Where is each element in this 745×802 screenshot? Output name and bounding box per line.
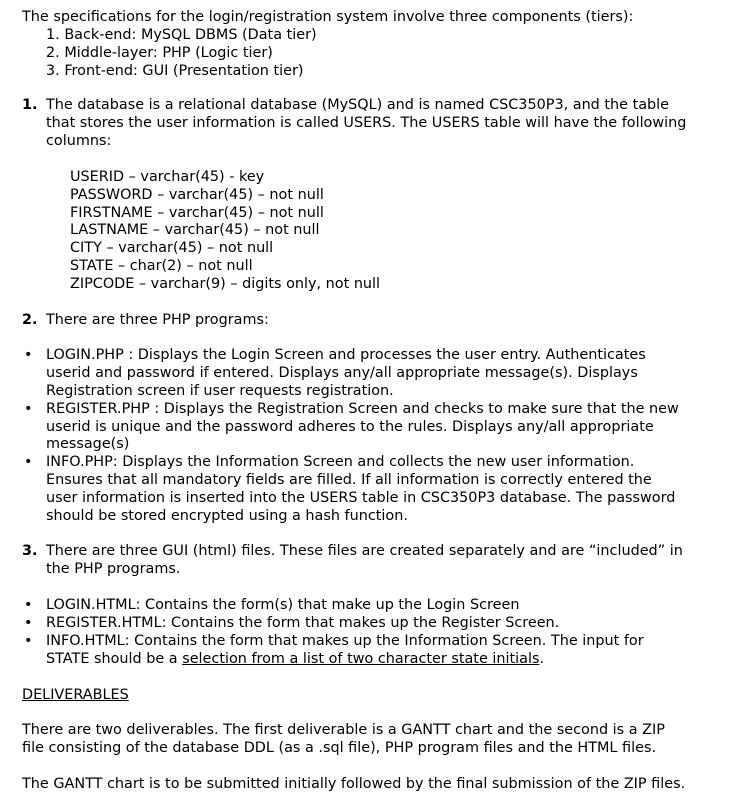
section-3-number: 3. bbox=[22, 543, 38, 559]
column-spec: FIRSTNAME – varchar(45) – not null bbox=[70, 205, 324, 221]
section-1-line: columns: bbox=[46, 133, 112, 149]
section-1-line: The database is a relational database (MySQL) and is named CSC350P3, and the table bbox=[46, 97, 670, 113]
bullet-glyph: • bbox=[24, 633, 33, 649]
bullet-glyph: • bbox=[24, 454, 33, 470]
column-spec: ZIPCODE – varchar(9) – digits only, not null bbox=[70, 276, 381, 292]
php-bullet-line: userid is unique and the password adheres to the rules. Displays any/all appropriate bbox=[46, 419, 654, 435]
tier-item: 1. Back-end: MySQL DBMS (Data tier) bbox=[46, 27, 317, 43]
section-2-text: There are three PHP programs: bbox=[46, 312, 269, 328]
php-bullet-line: REGISTER.PHP : Displays the Registration Screen and checks to make sure that the new bbox=[46, 401, 679, 417]
section-1-number: 1. bbox=[22, 97, 38, 113]
bullet-glyph: • bbox=[24, 347, 33, 363]
deliverables-paragraph-2: The GANTT chart is to be submitted initially followed by the final submission of the ZIP files. bbox=[22, 776, 686, 792]
column-spec: STATE – char(2) – not null bbox=[70, 258, 253, 274]
bullet-glyph: • bbox=[24, 615, 33, 631]
deliverables-heading: DELIVERABLES bbox=[22, 687, 129, 703]
php-bullet-line: INFO.PHP: Displays the Information Screen and collects the new user information. bbox=[46, 454, 635, 470]
tier-item: 2. Middle-layer: PHP (Logic tier) bbox=[46, 45, 273, 61]
section-2-number: 2. bbox=[22, 312, 38, 328]
deliverables-paragraph-line: file consisting of the database DDL (as a .sql file), PHP program files and the HTML files. bbox=[22, 740, 657, 756]
php-bullet-line: userid and password if entered. Displays any/all appropriate message(s). Displays bbox=[46, 365, 638, 381]
php-bullet-line: should be stored encrypted using a hash function. bbox=[46, 508, 408, 524]
deliverables-paragraph-line: There are two deliverables. The first deliverable is a GANTT chart and the second is a ZIP bbox=[22, 722, 665, 738]
php-bullet-line: Registration screen if user requests registration. bbox=[46, 383, 394, 399]
bullet-glyph: • bbox=[24, 401, 33, 417]
state-selection-note: selection from a list of two character state initials bbox=[182, 651, 540, 667]
html-bullet-line: REGISTER.HTML: Contains the form that makes up the Register Screen. bbox=[46, 615, 560, 631]
html-bullet-line: STATE should be a selection from a list of two character state initials. bbox=[46, 651, 545, 667]
column-spec: LASTNAME – varchar(45) – not null bbox=[70, 222, 320, 238]
column-spec: USERID – varchar(45) - key bbox=[70, 169, 265, 185]
section-3-line: There are three GUI (html) files. These files are created separately and are “included” in bbox=[46, 543, 683, 559]
html-bullet-line: INFO.HTML: Contains the form that makes up the Information Screen. The input for bbox=[46, 633, 644, 649]
bullet-glyph: • bbox=[24, 597, 33, 613]
php-bullet-line: message(s) bbox=[46, 436, 130, 452]
html-bullet-line: LOGIN.HTML: Contains the form(s) that make up the Login Screen bbox=[46, 597, 520, 613]
php-bullet-line: Ensures that all mandatory fields are filled. If all information is correctly entered the bbox=[46, 472, 652, 488]
section-3-line: the PHP programs. bbox=[46, 561, 181, 577]
tier-item: 3. Front-end: GUI (Presentation tier) bbox=[46, 63, 304, 79]
php-bullet-line: user information is inserted into the USERS table in CSC350P3 database. The password bbox=[46, 490, 676, 506]
section-1-line: that stores the user information is called USERS. The USERS table will have the following bbox=[46, 115, 687, 131]
column-spec: CITY – varchar(45) – not null bbox=[70, 240, 274, 256]
column-spec: PASSWORD – varchar(45) – not null bbox=[70, 187, 324, 203]
intro-text: The specifications for the login/registration system involve three components (tiers): bbox=[22, 9, 634, 25]
php-bullet-line: LOGIN.PHP : Displays the Login Screen and processes the user entry. Authenticates bbox=[46, 347, 646, 363]
